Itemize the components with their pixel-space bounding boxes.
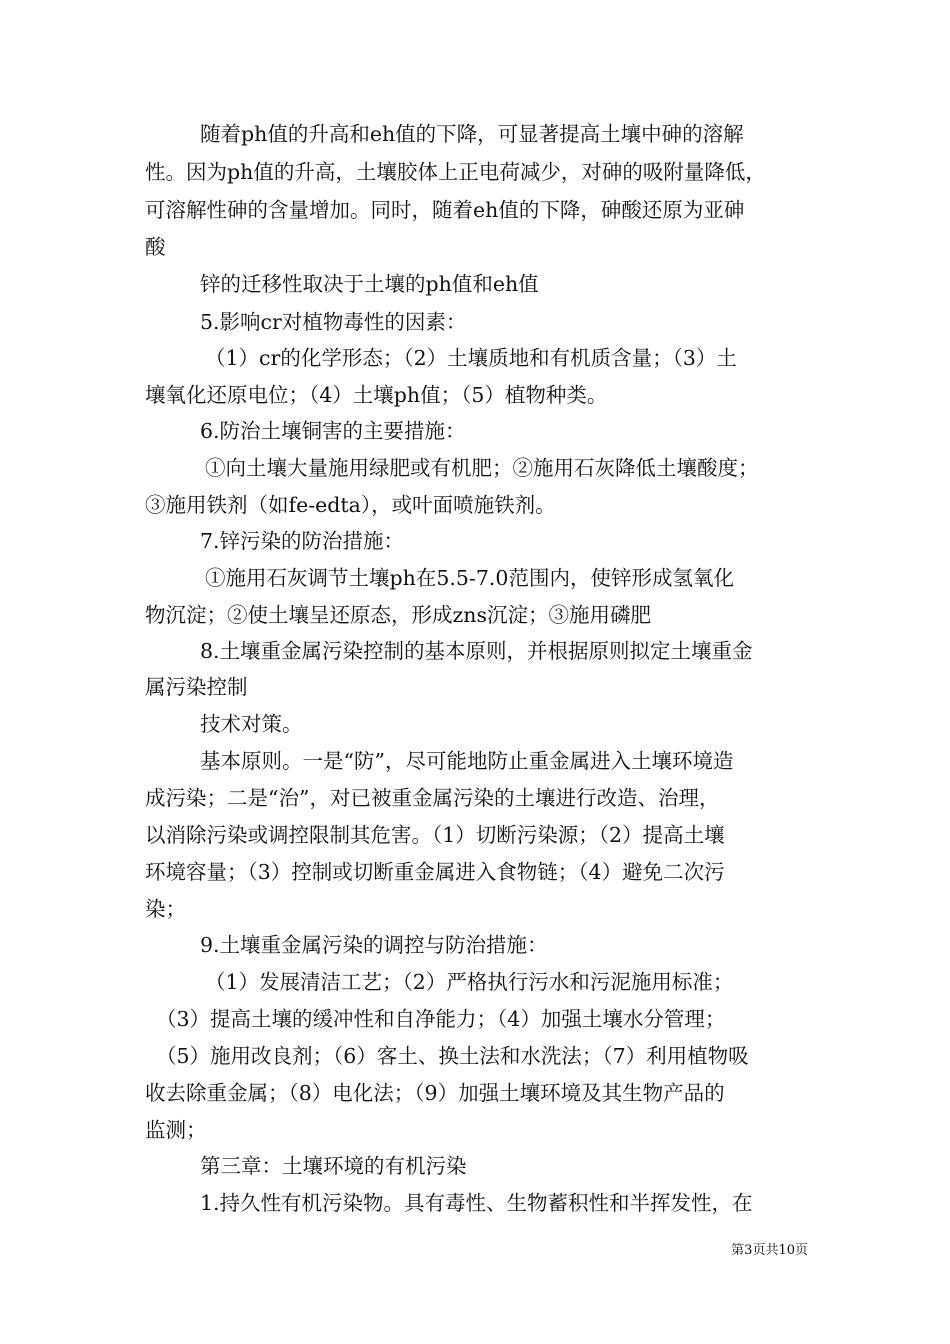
text-line: 技术对策。 (200, 712, 303, 736)
text-line: ①向土壤大量施用绿肥或有机肥；②施用石灰降低土壤酸度； (205, 456, 759, 480)
text-line: 属污染控制 (145, 675, 248, 699)
text-line: 酸 (145, 235, 166, 259)
text-line: 锌的迁移性取决于土壤的ph值和eh值 (200, 272, 539, 296)
text-line: 5.影响cr对植物毒性的因素： (200, 310, 467, 334)
chapter-heading: 第三章：土壤环境的有机污染 (200, 1154, 467, 1178)
text-line: ③施用铁剂（如fe-edta），或叶面喷施铁剂。 (145, 493, 556, 517)
text-line: ①施用石灰调节土壤ph在5.5-7.0范围内，使锌形成氢氧化 (205, 566, 734, 590)
text-line: 基本原则。一是“防”，尽可能地防止重金属进入土壤环境造 (200, 749, 734, 773)
text-line: 染； (145, 897, 186, 921)
text-line: 9.土壤重金属污染的调控与防治措施： (200, 933, 548, 957)
text-line: （1）cr的化学形态；（2）土壤质地和有机质含量；（3）土 (205, 346, 737, 370)
text-line: 成污染；二是“治”，对已被重金属污染的土壤进行改造、治理， (145, 786, 720, 810)
text-line: （3）提高土壤的缓冲性和自净能力；（4）加强土壤水分管理； (156, 1007, 726, 1031)
text-line: 随着ph值的升高和eh值的下降，可显著提高土壤中砷的溶解 (200, 122, 744, 146)
text-line: 物沉淀；②使土壤呈还原态，形成zns沉淀；③施用磷肥 (145, 603, 652, 627)
text-line: 性。因为ph值的升高，土壤胶体上正电荷减少，对砷的吸附量降低， (145, 160, 766, 184)
text-line: 环境容量；（3）控制或切断重金属进入食物链；（4）避免二次污 (145, 860, 725, 884)
text-line: （5）施用改良剂；（6）客土、换土法和水洗法；（7）利用植物吸 (156, 1044, 749, 1068)
text-line: 8.土壤重金属污染控制的基本原则，并根据原则拟定土壤重金 (200, 639, 753, 663)
text-line: 收去除重金属；（8）电化法；（9）加强土壤环境及其生物产品的 (145, 1081, 725, 1105)
text-line: 以消除污染或调控限制其危害。（1）切断污染源；（2）提高土壤 (145, 823, 725, 847)
text-line: 7.锌污染的防治措施： (200, 529, 405, 553)
page-number: 第3页共10页 (731, 1243, 808, 1258)
text-line: 1.持久性有机污染物。具有毒性、生物蓄积性和半挥发性，在 (200, 1191, 753, 1215)
text-line: （1）发展清洁工艺；（2）严格执行污水和污泥施用标准； (205, 970, 734, 994)
text-line: 监测； (145, 1118, 207, 1142)
text-line: 壤氧化还原电位；（4）土壤ph值；（5）植物种类。 (145, 383, 608, 407)
text-line: 6.防治土壤铜害的主要措施： (200, 419, 466, 443)
text-line: 可溶解性砷的含量增加。同时，随着eh值的下降，砷酸还原为亚砷 (145, 198, 745, 222)
